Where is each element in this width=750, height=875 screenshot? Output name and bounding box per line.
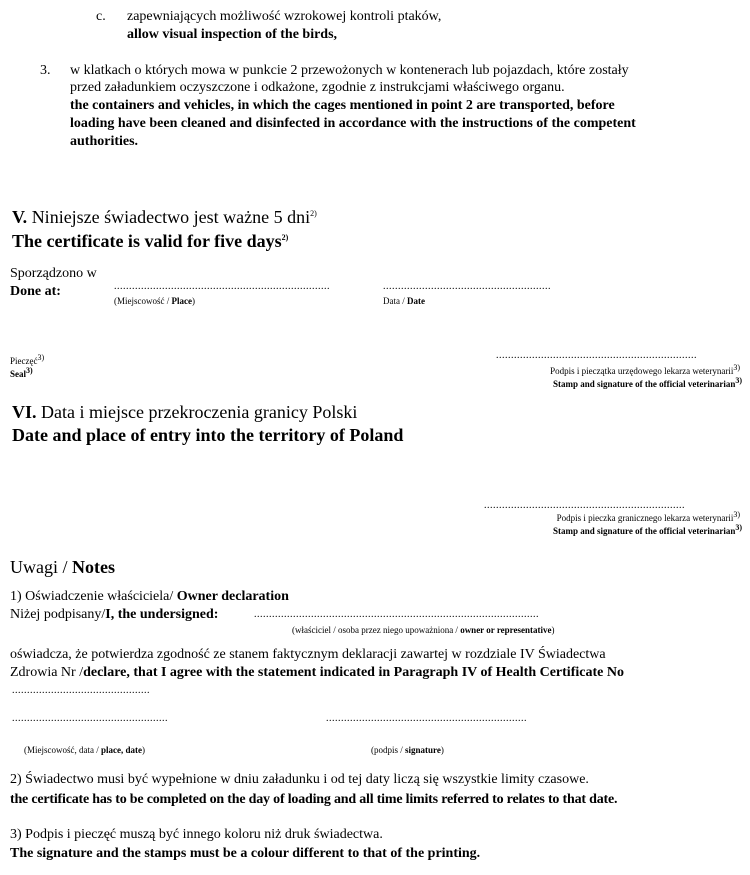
note-3-english: The signature and the stamps must be a colour different to that of the printing. bbox=[10, 846, 481, 861]
veterinarian-signature-label-english bbox=[553, 376, 742, 390]
note-1-heading bbox=[10, 588, 289, 605]
date-field[interactable]: ........................................................ bbox=[383, 281, 551, 292]
owner-signature-field[interactable]: ................................................................... bbox=[326, 713, 527, 724]
section-vi-heading-english: Date and place of entry into the territory of Poland bbox=[12, 425, 404, 445]
section-vi-numeral: VI. bbox=[12, 402, 37, 422]
note-1-english: Owner declaration bbox=[176, 589, 289, 604]
section-v-numeral: V. bbox=[12, 207, 28, 227]
note-2-english: the certificate has to be completed on the day of loading and all time limits referred to relates to that date. bbox=[10, 792, 618, 807]
seal-label-english bbox=[10, 366, 33, 380]
owner-label-english: owner or representative bbox=[460, 625, 552, 635]
signature-label-english: signature bbox=[405, 745, 441, 755]
border-signature-polish-text: Podpis i pieczka granicznego lekarza weterynarii bbox=[556, 513, 734, 523]
declaration-polish: Zdrowia Nr / bbox=[10, 665, 84, 680]
place-date-label-polish: (Miejscowość, data / bbox=[24, 745, 101, 755]
section-v-english-text: The certificate is valid for five days bbox=[12, 231, 282, 251]
item-3-polish-line2: przed załadunkiem oczyszczone i odkażone, zgodnie z instrukcjami właściwego organu. bbox=[70, 80, 565, 95]
item-c-marker: c. bbox=[96, 9, 106, 24]
item-3-english-line2: loading have been cleaned and disinfected in accordance with the instructions of the competent bbox=[70, 116, 636, 131]
signature-label bbox=[371, 745, 444, 756]
item-3-english-line3: authorities. bbox=[70, 134, 139, 149]
footnote-ref: 3) bbox=[735, 523, 742, 532]
owner-name-field[interactable]: ............................................................................................... bbox=[254, 609, 539, 620]
item-3-marker: 3. bbox=[40, 63, 51, 78]
seal-english-text: Seal bbox=[10, 369, 27, 379]
veterinarian-signature-label-polish bbox=[550, 363, 740, 377]
notes-title-polish: Uwagi / bbox=[10, 557, 72, 577]
owner-label-polish: (właściciel / osoba przez niego upoważniona / bbox=[292, 625, 461, 635]
place-label bbox=[114, 296, 195, 307]
owner-label-close: ) bbox=[551, 625, 555, 635]
section-vi-heading-polish bbox=[12, 402, 357, 423]
signature-polish-text: Podpis i pieczątka urzędowego lekarza weterynarii bbox=[550, 366, 734, 376]
signature-label-close: ) bbox=[440, 745, 444, 755]
note-1-polish: 1) Oświadczenie właściciela/ bbox=[10, 589, 177, 604]
border-signature-label-polish bbox=[556, 510, 740, 524]
declaration-english: declare, that I agree with the statement indicated in Paragraph IV of Health Certificate No bbox=[83, 665, 624, 680]
notes-title bbox=[10, 557, 115, 578]
footnote-ref: 3) bbox=[735, 376, 742, 385]
section-vi-polish-text: Data i miejsce przekroczenia granicy Polski bbox=[41, 402, 358, 422]
certificate-number-field[interactable]: .............................................. bbox=[12, 685, 150, 696]
date-label-english: Date bbox=[407, 296, 425, 306]
footnote-ref: 3) bbox=[733, 363, 740, 372]
note-3-polish: 3) Podpis i pieczęć muszą być innego koloru niż druk świadectwa. bbox=[10, 827, 383, 842]
undersigned-line bbox=[10, 606, 218, 623]
place-label-polish: (Miejscowość / bbox=[114, 296, 172, 306]
place-date-label-english: place, date bbox=[100, 745, 142, 755]
item-c-polish: zapewniających możliwość wzrokowej kontroli ptaków, bbox=[127, 9, 442, 24]
place-date-field[interactable]: .................................................... bbox=[12, 713, 168, 724]
place-field[interactable]: ........................................................................ bbox=[114, 281, 330, 292]
undersigned-polish: Niżej podpisany/ bbox=[10, 607, 106, 622]
footnote-ref: 3) bbox=[26, 366, 33, 375]
place-date-label bbox=[24, 745, 145, 756]
notes-title-english: Notes bbox=[72, 557, 115, 577]
veterinarian-signature-field[interactable]: ................................................................... bbox=[496, 350, 697, 361]
section-v-heading-polish bbox=[12, 207, 317, 228]
signature-english-text: Stamp and signature of the official veterinarian bbox=[553, 379, 736, 389]
place-label-english: Place bbox=[171, 296, 192, 306]
date-label bbox=[383, 296, 425, 307]
item-3-polish-line1: w klatkach o których mowa w punkcie 2 przewożonych w kontenerach lub pojazdach, które zostały bbox=[70, 63, 629, 78]
place-date-label-close: ) bbox=[141, 745, 145, 755]
border-veterinarian-signature-field[interactable]: ................................................................... bbox=[484, 500, 685, 511]
border-signature-english-text: Stamp and signature of the official veterinarian bbox=[553, 526, 736, 536]
signature-label-polish: (podpis / bbox=[371, 745, 406, 755]
seal-polish-text: Pieczęć bbox=[10, 356, 38, 366]
declaration-line2 bbox=[10, 664, 624, 681]
section-v-polish-text: Niniejsze świadectwo jest ważne 5 dni bbox=[31, 207, 311, 227]
footnote-ref: 3) bbox=[37, 353, 45, 362]
footnote-ref: 2) bbox=[310, 209, 317, 218]
undersigned-english: I, the undersigned: bbox=[105, 607, 219, 622]
footnote-ref: 3) bbox=[733, 510, 740, 519]
date-label-polish: Data / bbox=[383, 296, 407, 306]
declaration-line1: oświadcza, że potwierdza zgodność ze stanem faktycznym deklaracji zawartej w rozdziale IV Świadectwa bbox=[10, 647, 606, 662]
done-at-polish: Sporządzono w bbox=[10, 266, 97, 281]
note-2-polish: 2) Świadectwo musi być wypełnione w dniu załadunku i od tej daty liczą się wszystkie limity czasowe. bbox=[10, 772, 589, 787]
footnote-ref: 2) bbox=[281, 233, 289, 242]
owner-label bbox=[292, 625, 555, 636]
border-signature-label-english bbox=[553, 523, 742, 537]
item-c-english: allow visual inspection of the birds, bbox=[127, 27, 338, 42]
item-3-english-line1: the containers and vehicles, in which the cages mentioned in point 2 are transported, before bbox=[70, 98, 615, 113]
section-v-heading-english bbox=[12, 231, 288, 252]
done-at-english: Done at: bbox=[10, 284, 61, 299]
place-label-close: ) bbox=[192, 296, 195, 306]
